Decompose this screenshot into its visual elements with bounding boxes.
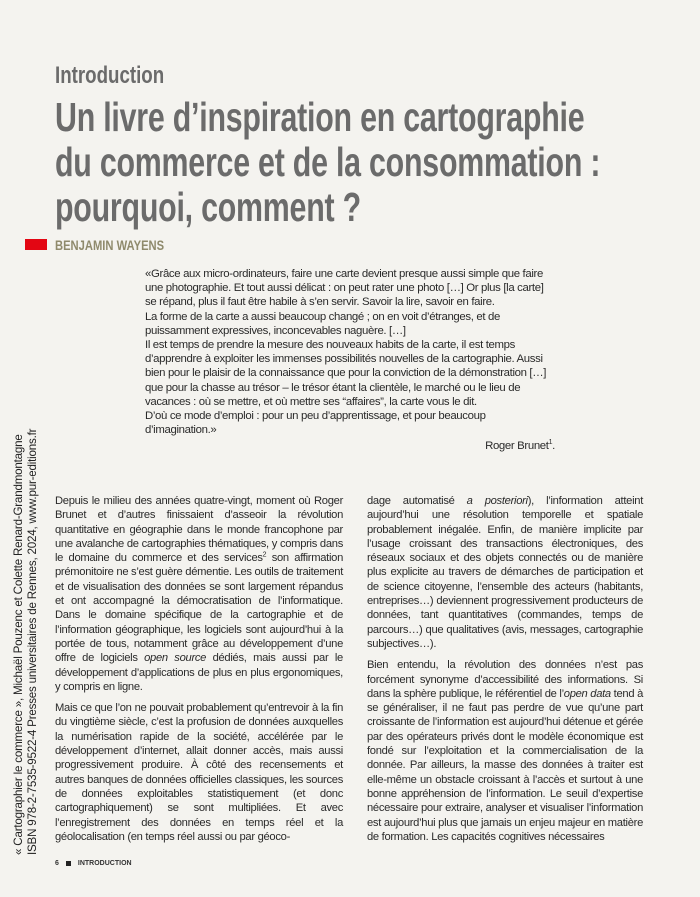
- page-footer: [55, 860, 132, 867]
- footnote-ref: 2: [262, 551, 267, 559]
- running-section: INTRODUCTION: [77, 860, 132, 867]
- body-paragraph: dage automatisé a posteriori), l’information atteint aujourd’hui une résolution temporelle et spatiale probablement inégalée. Enfin, de manière implicite par l’usage croissant des transactions électroniques, des réseaux sociaux et des objets connectés ou de manière plus explicite au travers de démarches de participation et de science citoyenne, l’ensemble des acteurs (habitants, entreprises…) deviennent progressivement producteurs de données, tant quantitatives (commandes, temps de parcours…) que qualitatives (avis, messages, cartographie subjectives…).: [367, 495, 644, 650]
- body-paragraph: Mais ce que l’on ne pouvait probablement qu’entrevoir à la fin du vingtième siècle, c’est la profusion de données auxquelles la numérisation rapide de la société, accélérée par le développement d’internet, allait donner accès, mais aussi progressivement produire. À côté des recensements et autres banques de données officielles classiques, les sources de données exploitables statistiquement (et donc cartographiquement) se sont multipliées. Et avec l’enregistrement des données en temps réel et la géolocalisation (en temps réel aussi ou par géoco-: [55, 702, 343, 843]
- title-line: pourquoi, comment ?: [55, 184, 361, 230]
- copyright-side-note: [12, 429, 39, 855]
- body-column-right: [367, 494, 643, 851]
- epigraph-paragraph: La forme de la carte a aussi beaucoup changé ; on en voit d’étranges, et de puissamment expressives, inconcevables naguère. […]: [145, 310, 500, 337]
- epigraph-paragraph: «Grâce aux micro-ordinateurs, faire une carte devient presque aussi simple que faire une photographie. Et tout aussi délicat : on peut rater une photo […] Or plus [la carte] se répand, plus il faut être habile à s’en servir. Savoir la lire, savoir en faire.: [145, 268, 544, 309]
- body-paragraph: Depuis le milieu des années quatre-vingt, moment où Roger Brunet et d’autres finissaient d’asseoir la révolution quantitative en géographie dans le monde francophone par une avalanche de cartographies thématiques, y compris dans le domaine du commerce et des services$^2$ son affirmation prémonitoire ne s’est guère démentie. Les outils de traitement et de visualisation des données se sont largement répandus et ont accompagné la démocratisation de l’informatique. Dans le domaine spécifique de la cartographie et de l’information géographique, les logiciels sont aujourd’hui à la portée de tous, notamment grâce au développement d’une offre de logiciels open source dédiés, mais aussi par le développement d’applications de plus en plus ergonomiques, y compris en ligne.: [55, 495, 343, 693]
- footnote-ref: 1: [548, 439, 553, 447]
- epigraph: [145, 267, 555, 454]
- side-note-line: « Cartographier le commerce », Michaël Pouzenc et Colette Renard-Grandmontagne: [12, 434, 25, 855]
- epigraph-attribution: Roger Brunet$^1$.: [485, 439, 555, 453]
- title-line: Un livre d’inspiration en cartographie: [55, 94, 585, 140]
- author-marker: [25, 239, 47, 250]
- side-note-line: ISBN 978-2-7535-9522-4 Presses universitaires de Rennes, 2024, www.pur-editions.fr: [25, 428, 39, 855]
- body-paragraph: Bien entendu, la révolution des données n’est pas forcément synonyme d’accessibilité des informations. Si dans la sphère publique, le référentiel de l’open data tend à se généraliser, il ne faut pas perdre de vue qu’une part croissante de l’information est aujourd’hui détenue et gérée par des opérateurs privés dont le modèle économique est fondé sur l’exploitation et la commercialisation de la donnée. Par ailleurs, la masse des données à traiter est elle-même un obstacle croissant à l’accès et surtout à une bonne appréhension de l’information. Le seuil d’expertise nécessaire pour extraire, analyser et visualiser l’information est aujourd’hui plus que jamais un enjeu majeur en matière de formation. Les capacités cognitives nécessaires: [367, 659, 643, 843]
- body-column-left: [55, 494, 343, 851]
- square-bullet-icon: [66, 861, 71, 866]
- chapter-title: [55, 95, 700, 230]
- epigraph-paragraph: D’où ce mode d’emploi : pour un peu d’apprentissage, et pour beaucoup d’imagination.»: [145, 410, 486, 437]
- epigraph-paragraph: Il est temps de prendre la mesure des nouveaux habits de la carte, il est temps d’apprendre à exploiter les immenses possibilités nouvelles de la cartographie. Aussi bien pour le plaisir de la connaissance que pour la conviction de la démonstration […] que pour la chasse au trésor – le trésor étant la clientèle, le marché ou le lieu de vacances : où se mettre, et où mettre ses “affaires”, la carte vous le dit.: [145, 339, 547, 408]
- page-number: 6: [55, 860, 59, 867]
- title-line: du commerce et de la consommation :: [55, 139, 601, 185]
- attribution-name: Roger Brunet: [485, 440, 549, 453]
- chapter-kicker: Introduction: [55, 62, 165, 89]
- author-name: BENJAMIN WAYENS: [55, 237, 165, 253]
